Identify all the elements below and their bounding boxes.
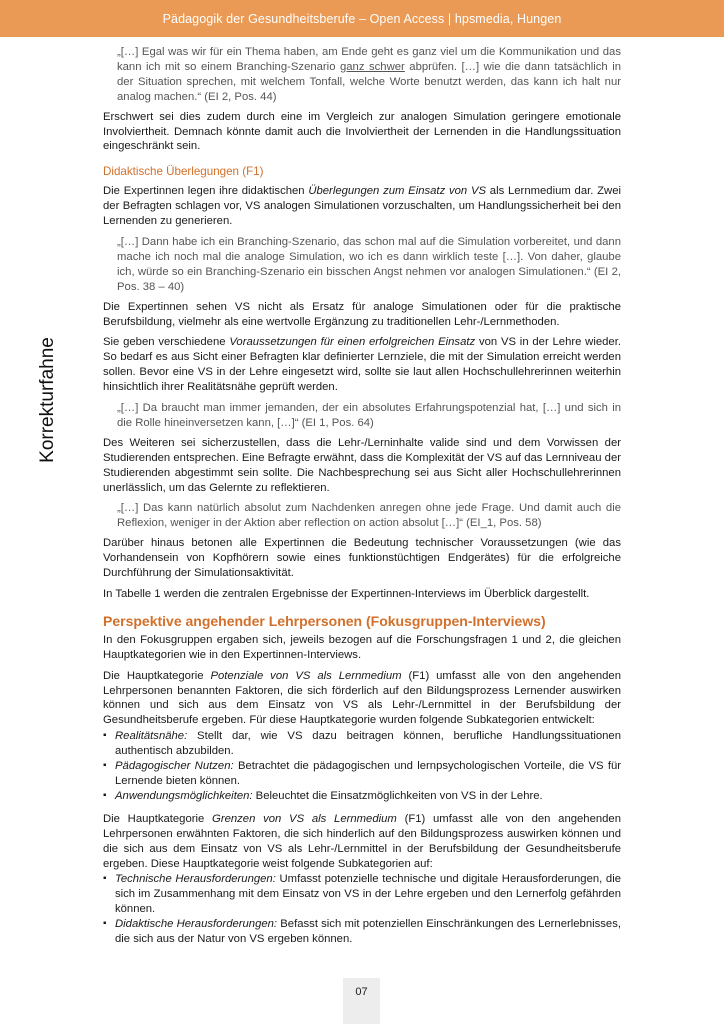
paragraph: In Tabelle 1 werden die zentralen Ergebnisse der Expertinnen-Interviews im Überblick dargestellt. xyxy=(103,588,590,600)
emphasis: Grenzen von VS als Lernmedium xyxy=(212,812,397,825)
paragraph: Des Weiteren sei sicherzustellen, dass die Lehr-/Lerninhalte valide sind und dem Vorwissen der Studierenden entsprechen. Eine Befragte erwähnt, dass die Komplexität der VS auf das Lernniveau der Studierenden abgestimmt sein sollte. Die Nachbesprechung sei aus Sicht aller Hochschullehrerinnen unerlässlich, um das Gelernte zu reflektieren. xyxy=(103,436,621,494)
quote-block xyxy=(117,45,621,105)
side-label xyxy=(28,300,68,500)
text: Sie geben verschiedene xyxy=(103,336,230,349)
page-number xyxy=(343,978,380,1024)
emphasis: Überlegungen zum Einsatz von VS xyxy=(308,185,487,198)
list-item xyxy=(103,759,621,789)
paragraph xyxy=(103,669,621,729)
emphasis: Voraussetzungen für einen erfolgreichen Einsatz xyxy=(229,336,476,349)
text: von VS in der Lehre wieder. So bedarf es aus Sicht einer Befragten klar definierter Lernziele, die mit der Simulation erreicht werden sollen. Bevor eine VS in der Lehre eingesetzt wird, sollte sie laut allen Hochschullehrerinnen weiterhin hinsichtlich ihrer Realitätsnähe geprüft werden. xyxy=(103,336,621,394)
section-heading-perspektive: Perspektive angehender Lehrpersonen (Fokusgruppen-Interviews) xyxy=(103,612,546,629)
paragraph xyxy=(103,335,621,395)
list-term: Anwendungsmöglichkeiten: xyxy=(115,789,253,802)
page-content xyxy=(103,45,621,955)
list-text: Betrachtet die pädagogischen und lernpsychologischen Vorteile, die VS für Lernende bieten können. xyxy=(115,760,622,787)
text: Die Hauptkategorie xyxy=(103,812,213,825)
subcategory-list xyxy=(103,729,621,804)
header-title: Pädagogik der Gesundheitsberufe – Open Access | hpsmedia, Hungen xyxy=(162,11,562,26)
quote-text: „[…] Egal was wir für ein Thema haben, am Ende geht es ganz viel um die Kommunikation und das kann ich mit so einem Branching-Szenario xyxy=(117,46,621,73)
page-header xyxy=(0,0,724,37)
emphasis: Potenziale von VS als Lernmedium xyxy=(210,669,402,682)
quote-block: „[…] Da braucht man immer jemanden, der ein absolutes Erfahrungspotenzial hat, […] und sich in die Rolle hineinversetzen kann, […]“ (EI 1, Pos. 64) xyxy=(117,402,621,429)
subcategory-list xyxy=(103,872,621,947)
list-item xyxy=(103,729,621,759)
text: (F1) umfasst alle von den angehenden Lehrpersonen erwähnten Faktoren, die sich hinderlich auf den Bildungsprozess auswirken können und die sich aus dem Einsatz von VS als Lehr-/Lernmittel in der Berufsbildung der Gesundheitsberufe ergeben. Diese Hauptkategorie weist folgende Subkategorien auf: xyxy=(103,812,621,870)
list-item xyxy=(103,917,621,947)
paragraph: Erschwert sei dies zudem durch eine im Vergleich zur analogen Simulation geringere emotionale Involviertheit. Demnach könnte damit auch die Involviertheit der Lernenden in die Handlungssituation eingeschränkt sein. xyxy=(103,110,621,153)
list-text: Befasst sich mit potenziellen Einschränkungen des Lernerlebnisses, die sich aus der Natur von VS ergeben können. xyxy=(115,918,621,946)
list-term: Realitätsnähe: xyxy=(115,730,188,743)
list-term: Pädagogischer Nutzen: xyxy=(115,760,234,773)
text: (F1) umfasst alle von den angehenden Lehrpersonen benannten Faktoren, die sich förderlich auf den Bildungsprozess Lernender auswirken können und sich aus dem Einsatz von VS als Lehr-/Lernmittel in der Berufsbildung der Gesundheitsberufe ergeben. Für diese Hauptkategorie wurden folgende Subkategorien entwickelt: xyxy=(103,669,621,727)
paragraph xyxy=(103,812,621,872)
text: Die Expertinnen legen ihre didaktischen xyxy=(103,185,309,198)
text: Die Hauptkategorie xyxy=(103,669,211,682)
side-label-text: Korrekturfahne xyxy=(37,337,58,463)
paragraph xyxy=(103,184,621,229)
quote-text: abprüfen. […] wie die dann tatsächlich in der Situation sprechen, mit welchem Tonfall, welche Worte benutzt werden, das kann ich halt nur analog machen.“ (EI 2, Pos. 44) xyxy=(117,60,621,103)
quote-underlined: ganz schwer xyxy=(339,60,405,73)
list-text: Umfasst potenzielle technische und digitale Herausforderungen, die sich im Zusammenhang mit dem Einsatz von VS in der Lehre ergeben und den Lernerfolg gefährden können. xyxy=(115,873,621,916)
list-item xyxy=(103,789,621,804)
list-item xyxy=(103,872,621,917)
list-term: Didaktische Herausforderungen: xyxy=(115,918,278,931)
paragraph: In den Fokusgruppen ergaben sich, jeweils bezogen auf die Forschungsfragen 1 und 2, die gleichen Hauptkategorien wie in den Expertinnen-Interviews. xyxy=(103,633,621,661)
subheading-didaktisch: Didaktische Überlegungen (F1) xyxy=(103,165,264,179)
list-text: Stellt dar, wie VS dazu beitragen können, berufliche Handlungssituationen authentisch abzubilden. xyxy=(115,730,621,758)
list-term: Technische Herausforderungen: xyxy=(115,873,276,886)
text: als Lernmedium dar. Zwei der Befragten schlagen vor, VS analogen Simulationen vorzuschalten, um Handlungssicherheit bei den Lernenden zu generieren. xyxy=(103,185,622,228)
paragraph: Darüber hinaus betonen alle Expertinnen die Bedeutung technischer Voraussetzungen (wie das Vorhandensein von Kopfhörern sowie eines funktionstüchtigen Endgerätes) für die erfolgreiche Durchführung der Simulationsaktivität. xyxy=(103,537,621,580)
quote-block: „[…] Das kann natürlich absolut zum Nachdenken anregen ohne jede Frage. Und damit auch die Reflexion, weniger in der Aktion aber reflection on action absolut […]“ (EI_1, Pos. 58) xyxy=(117,502,621,530)
list-text: Beleuchtet die Einsatzmöglichkeiten von VS in der Lehre. xyxy=(252,789,543,802)
paragraph: Die Expertinnen sehen VS nicht als Ersatz für analoge Simulationen oder für die praktische Berufsbildung, vielmehr als eine wertvolle Ergänzung zu traditionellen Lehr-/Lernmethoden. xyxy=(103,300,621,328)
quote-block: „[…] Dann habe ich ein Branching-Szenario, das schon mal auf die Simulation vorbereitet, und dann mache ich noch mal die analoge Simulation, wo ich es dann wirklich teste […]. Von daher, glaube ich, würde so ein Branching-Szenario ein bisschen Angst nehmen vor analogen Simulationen.“ (EI 2, Pos. 38 – 40) xyxy=(117,235,621,293)
page-number-text: 07 xyxy=(355,986,368,998)
